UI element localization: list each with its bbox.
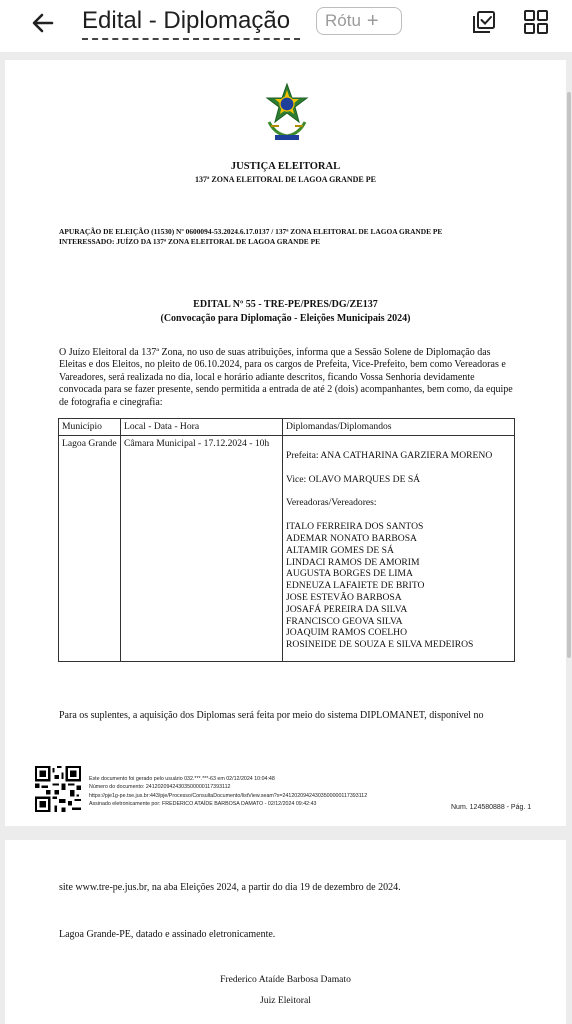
apuracao-line: APURAÇÃO DE ELEIÇÃO (11530) Nº 0600094-53.2024.6.17.0137 / 137ª ZONA ELEITORAL DE LAGOA GRANDE PE	[59, 227, 443, 236]
vereador-list-item: ALTAMIR GOMES DE SÁ	[286, 544, 394, 556]
vereador-list-item: JOSE ESTEVÃO BARBOSA	[286, 591, 402, 603]
page-number: Num. 124580888 - Pág. 1	[451, 804, 532, 811]
grid-icon	[522, 8, 550, 36]
back-button[interactable]	[26, 6, 60, 40]
cell-local: Câmara Municipal - 17.12.2024 - 10h	[121, 435, 283, 661]
vereador-list-item: LINDACI RAMOS DE AMORIM	[286, 556, 420, 568]
diplomacao-table	[58, 418, 515, 662]
site-paragraph: site www.tre-pe.jus.br, na aba Eleições 2024, a partir do dia 19 de dezembro de 2024.	[59, 882, 401, 893]
cell-municipio: Lagoa Grande	[59, 435, 121, 661]
meta-line: Assinado eletronicamente por: FREDERICO ATAÍDE BARBOSA DAMATO - 02/12/2024 09:42:43	[89, 801, 317, 808]
zona-eleitoral-heading: 137ª ZONA ELEITORAL DE LAGOA GRANDE PE	[195, 175, 376, 184]
place-date-paragraph: Lagoa Grande-PE, datado e assinado eletronicamente.	[59, 929, 276, 940]
title-underline	[82, 38, 300, 40]
signer-name: Frederico Ataíde Barbosa Damato	[220, 974, 351, 985]
interessado-line: INTERESSADO: JUÍZO DA 137ª ZONA ELEITORAL DE LAGOA GRANDE PE	[59, 237, 321, 246]
vereador-list-item: EDNEUZA LAFAIETE DE BRITO	[286, 580, 425, 592]
table-header-row	[59, 419, 515, 436]
app-toolbar	[0, 0, 572, 52]
process-header	[59, 227, 559, 247]
add-label-chip[interactable]	[316, 7, 402, 35]
table-row	[59, 435, 515, 661]
qr-code-icon	[35, 766, 81, 812]
document-title[interactable]: Edital - Diplomação	[82, 7, 291, 34]
header-local: Local - Data - Hora	[121, 419, 283, 436]
document-metadata	[89, 775, 367, 809]
scrollbar[interactable]	[567, 92, 571, 658]
vereador-list-item: ADEMAR NONATO BARBOSA	[286, 532, 417, 544]
vereador-list-item: FRANCISCO GEOVA SILVA	[286, 615, 403, 627]
vereador-list-item: JOSAFÁ PEREIRA DA SILVA	[286, 603, 408, 615]
vereador-list-item: AUGUSTA BORGES DE LIMA	[286, 568, 413, 580]
pages-grid-button[interactable]	[522, 8, 550, 36]
vice-prefeito: Vice: OLAVO MARQUES DE SÁ	[286, 473, 421, 485]
plus-icon: +	[366, 10, 379, 32]
vereador-list-item: JOAQUIM RAMOS COELHO	[286, 627, 407, 639]
header-municipio: Município	[59, 419, 121, 436]
brazil-coat-of-arms-icon	[261, 82, 313, 144]
suplentes-paragraph: Para os suplentes, a aquisição dos Diplomas será feita por meio do sistema DIPLOMANET, disponível no	[59, 710, 484, 721]
edital-subtitle: (Convocação para Diplomação - Eleições Municipais 2024)	[160, 313, 411, 324]
document-page-2	[5, 840, 566, 1024]
meta-line: Este documento foi gerado pelo usuário 032.***.***-63 em 02/12/2024 10:04:48	[89, 776, 275, 782]
justica-eleitoral-heading: JUSTIÇA ELEITORAL	[230, 161, 341, 172]
edital-body: O Juízo Eleitoral da 137ª Zona, no uso de suas atribuições, informa que a Sessão Solene de Diplomação das Eleitas e dos Eleitos, no pleito de 06.10.2024, para os cargos de Prefeita, Vice-Prefeito, bem como Vereadoras e Vareadores, será realizada no dia, local e horário adiante descritos, ficando Vossa Senhoria devidamente convocada para se fazer presente, sendo permitida a entrada de até 2 (dois) acompanhantes, bem como, da equipe de fotografia e cinegrafia:	[59, 347, 513, 408]
vereador-list-item: ITALO FERREIRA DOS SANTOS	[286, 521, 424, 533]
meta-line: https://pje1g-pe.tse.jus.br:443/pje/Processo/ConsultaDocumento/listView.seam?x=24120209424303500000117393112	[89, 792, 368, 799]
vereador-list-item: ROSINEIDE DE SOUZA E SILVA MEDEIROS	[286, 639, 474, 651]
vereadores-label: Vereadoras/Vereadores:	[286, 497, 377, 509]
prefeita: Prefeita: ANA CATHARINA GARZIERA MORENO	[286, 449, 493, 461]
document-page-1	[5, 60, 566, 826]
meta-line: Número do documento: 24120209424303500000117393112	[89, 784, 231, 791]
checkbox-stack-icon	[470, 8, 498, 36]
edital-title: EDITAL Nº 55 - TRE-PE/PRES/DG/ZE137	[193, 299, 378, 310]
checkbox-button[interactable]	[470, 8, 498, 36]
cell-diplomandos	[283, 435, 515, 661]
label-placeholder: Rótu	[325, 11, 361, 30]
header-diplomandos: Diplomandas/Diplomandos	[283, 419, 515, 436]
arrow-left-icon	[31, 11, 55, 35]
signer-role: Juiz Eleitoral	[260, 995, 311, 1006]
